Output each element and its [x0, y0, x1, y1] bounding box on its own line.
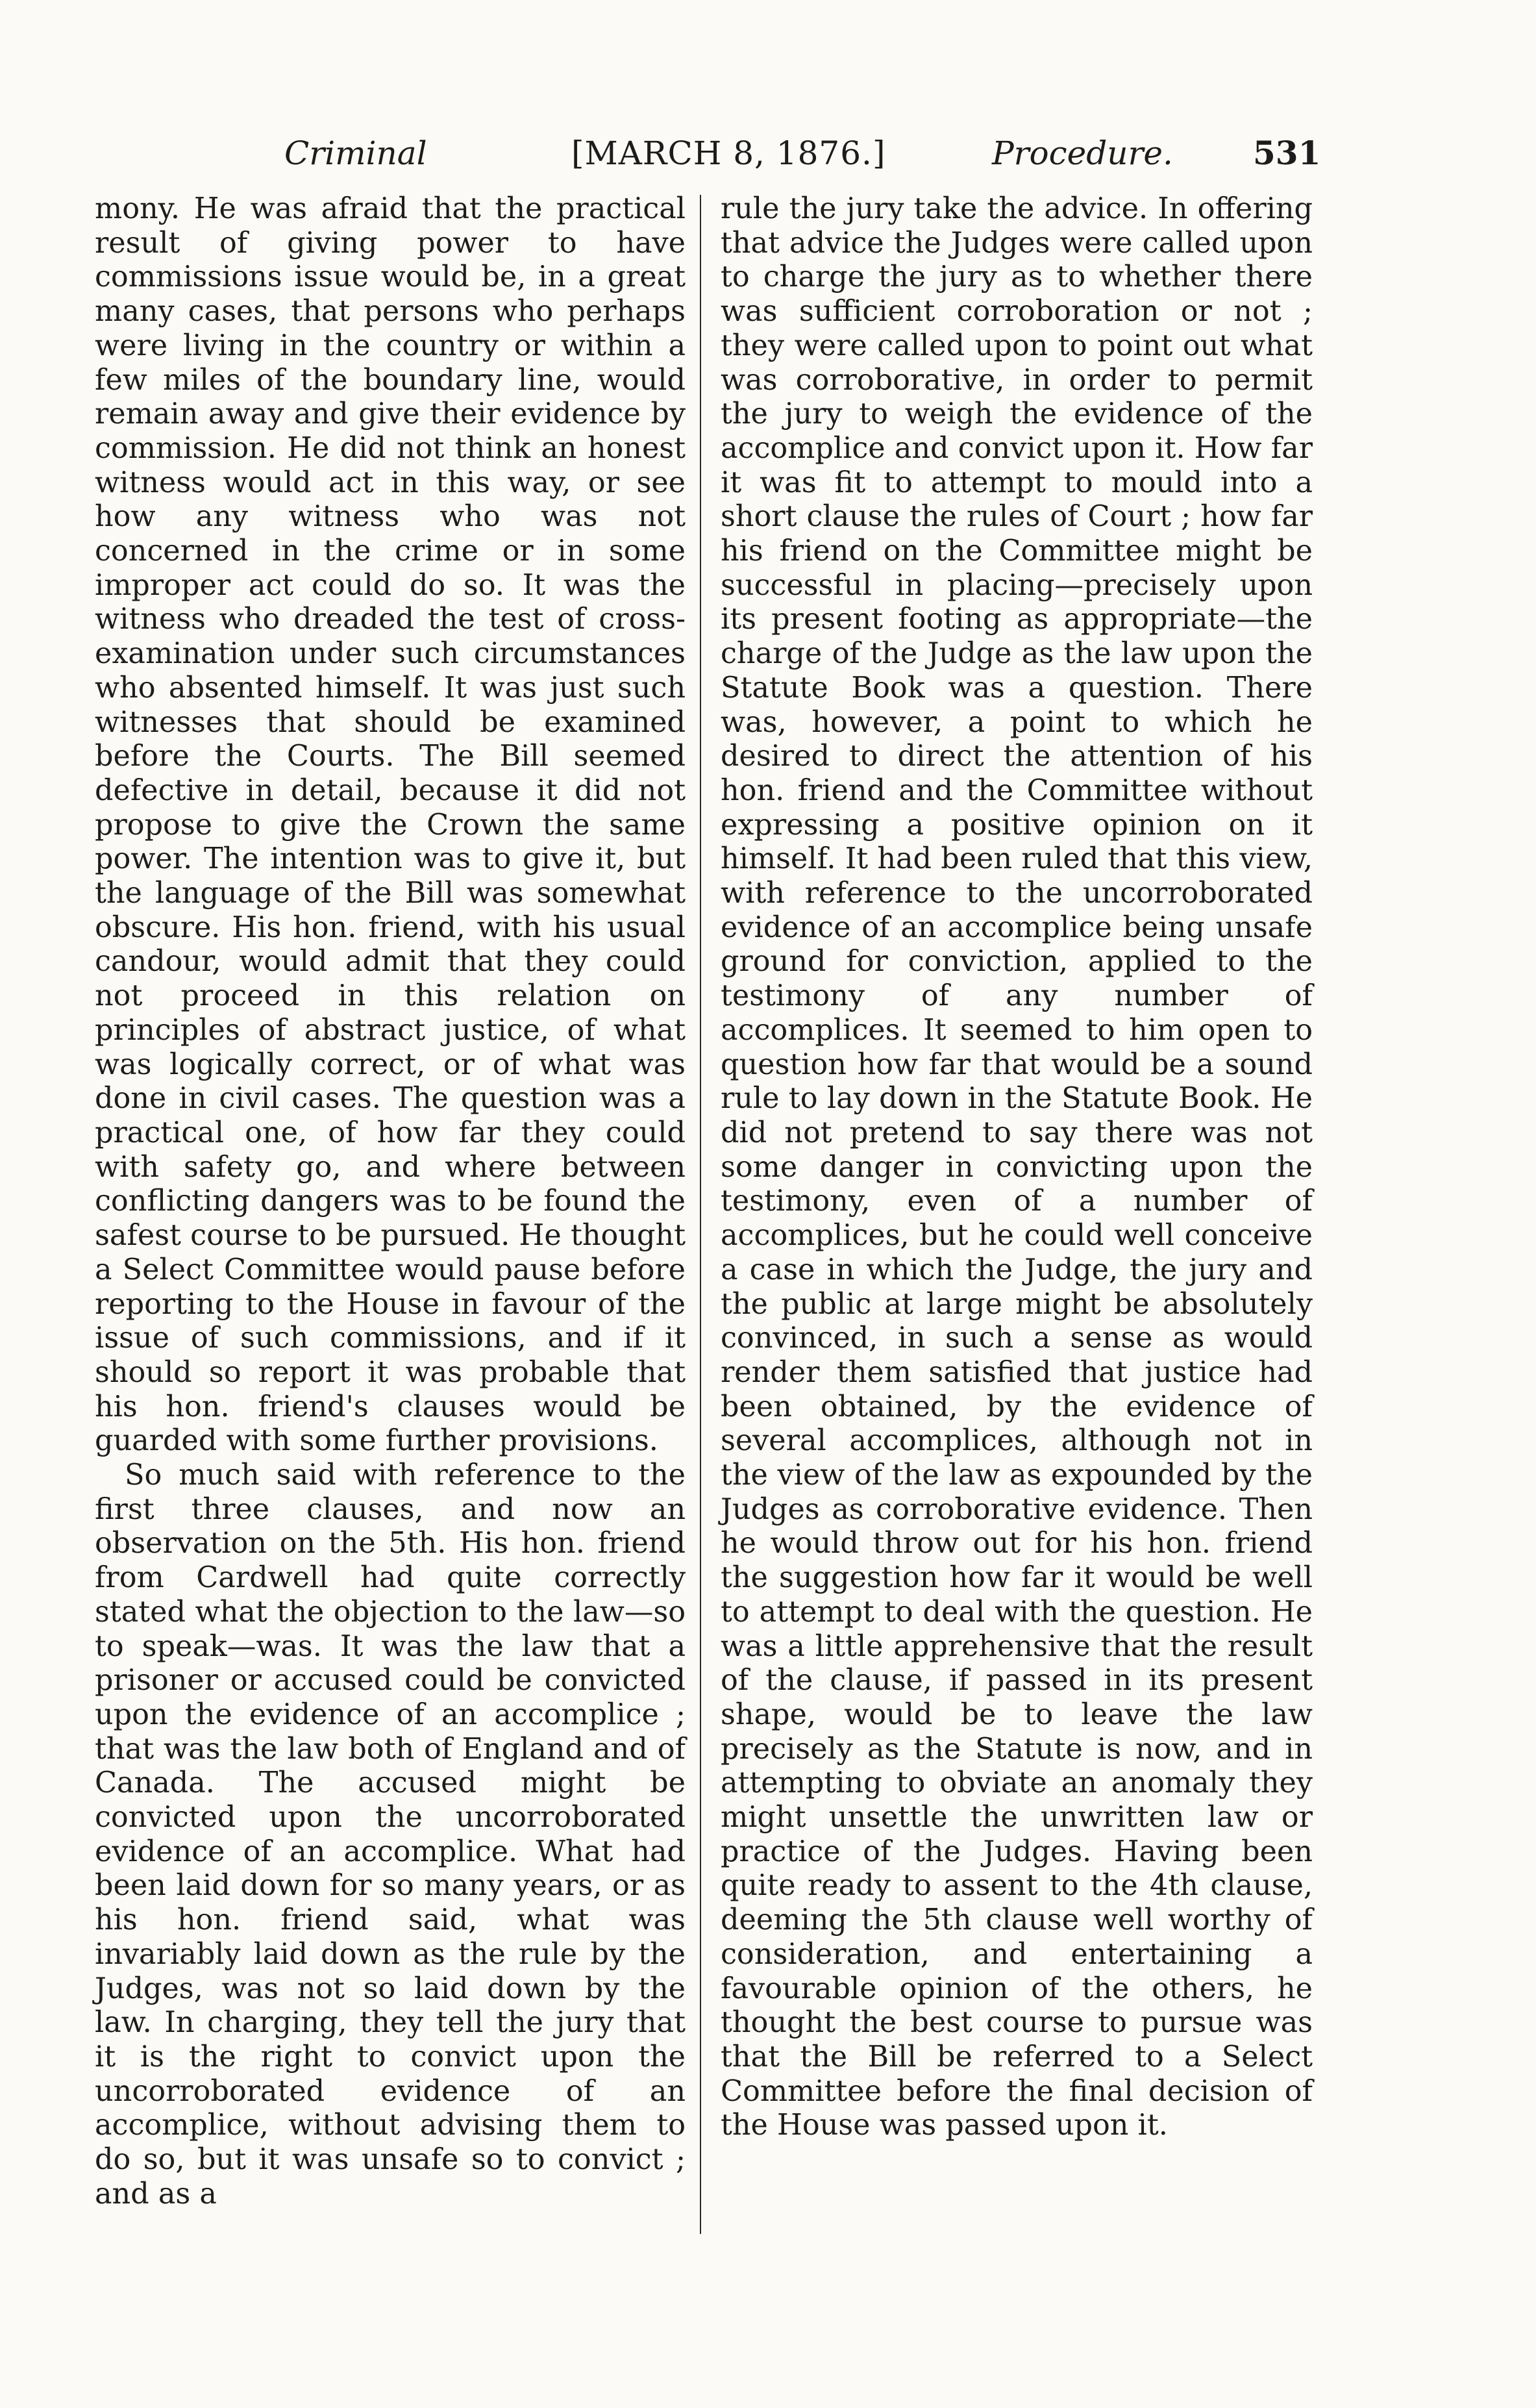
right-column: [721, 192, 1313, 2143]
left-column: [95, 192, 686, 2211]
header-right-title: Procedure.: [992, 134, 1173, 172]
header-date: [MARCH 8, 1876.]: [571, 134, 886, 172]
left-paragraph-1: mony. He was afraid that the practical result of giving power to have commissions issue would be, in a great many cases, that persons who perhaps were living in the country or within a few miles of the boundary line, would remain away and give their evidence by commission. He did not think an honest witness would act in this way, or see how any witness who was not concerned in the crime or in some improper act could do so. It was the witness who dreaded the test of cross-examination under such circumstances who absented himself. It was just such witnesses that should be examined before the Courts. The Bill seemed defective in detail, because it did not propose to give the Crown the same power. The intention was to give it, but the language of the Bill was somewhat obscure. His hon. friend, with his usual candour, would admit that they could not proceed in this relation on principles of abstract justice, of what was logically correct, or of what was done in civil cases. The question was a practical one, of how far they could with safety go, and where between conflicting dangers was to be found the safest course to be pursued. He thought a Select Committee would pause before reporting to the House in favour of the issue of such commissions, and if it should so report it was probable that his hon. friend's clauses would be guarded with some further provisions.: [95, 192, 686, 1458]
header-left-title: Criminal: [284, 134, 427, 172]
column-divider: [700, 195, 701, 2234]
left-paragraph-2: So much said with reference to the first three clauses, and now an observation on the 5th. His hon. friend from Cardwell had quite correctly stated what the objection to the law—so to speak—was. It was the law that a prisoner or accused could be convicted upon the evidence of an accomplice ; that was the law both of England and of Canada. The accused might be convicted upon the uncorroborated evidence of an accomplice. What had been laid down for so many years, or as his hon. friend said, what was invariably laid down as the rule by the Judges, was not so laid down by the law. In charging, they tell the jury that it is the right to convict upon the uncorroborated evidence of an accomplice, without advising them to do so, but it was unsafe so to convict ; and as a: [95, 1459, 686, 2211]
right-paragraph-1: rule the jury take the advice. In offering that advice the Judges were called upon to charge the jury as to whether there was sufficient corroboration or not ; they were called upon to point out what was corroborative, in order to permit the jury to weigh the evidence of the accomplice and convict upon it. How far it was fit to attempt to mould into a short clause the rules of Court ; how far his friend on the Committee might be successful in placing—precisely upon its present footing as appropriate—the charge of the Judge as the law upon the Statute Book was a question. There was, however, a point to which he desired to direct the attention of his hon. friend and the Committee without expressing a positive opinion on it himself. It had been ruled that this view, with reference to the uncorroborated evidence of an accomplice being unsafe ground for conviction, applied to the testimony of any number of accomplices. It seemed to him open to question how far that would be a sound rule to lay down in the Statute Book. He did not pretend to say there was not some danger in convicting upon the testimony, even of a number of accomplices, but he could well conceive a case in which the Judge, the jury and the public at large might be absolutely convinced, in such a sense as would render them satisfied that justice had been obtained, by the evidence of several accomplices, although not in the view of the law as expounded by the Judges as corroborative evidence. Then he would throw out for his hon. friend the suggestion how far it would be well to attempt to deal with the question. He was a little apprehensive that the result of the clause, if passed in its present shape, would be to leave the law precisely as the Statute is now, and in attempting to obviate an anomaly they might unsettle the unwritten law or practice of the Judges. Having been quite ready to assent to the 4th clause, deeming the 5th clause well worthy of consideration, and entertaining a favourable opinion of the others, he thought the best course to pursue was that the Bill be referred to a Select Committee before the final decision of the House was passed upon it.: [721, 192, 1313, 2142]
running-header: [0, 127, 1536, 179]
page-number: 531: [1253, 134, 1321, 172]
